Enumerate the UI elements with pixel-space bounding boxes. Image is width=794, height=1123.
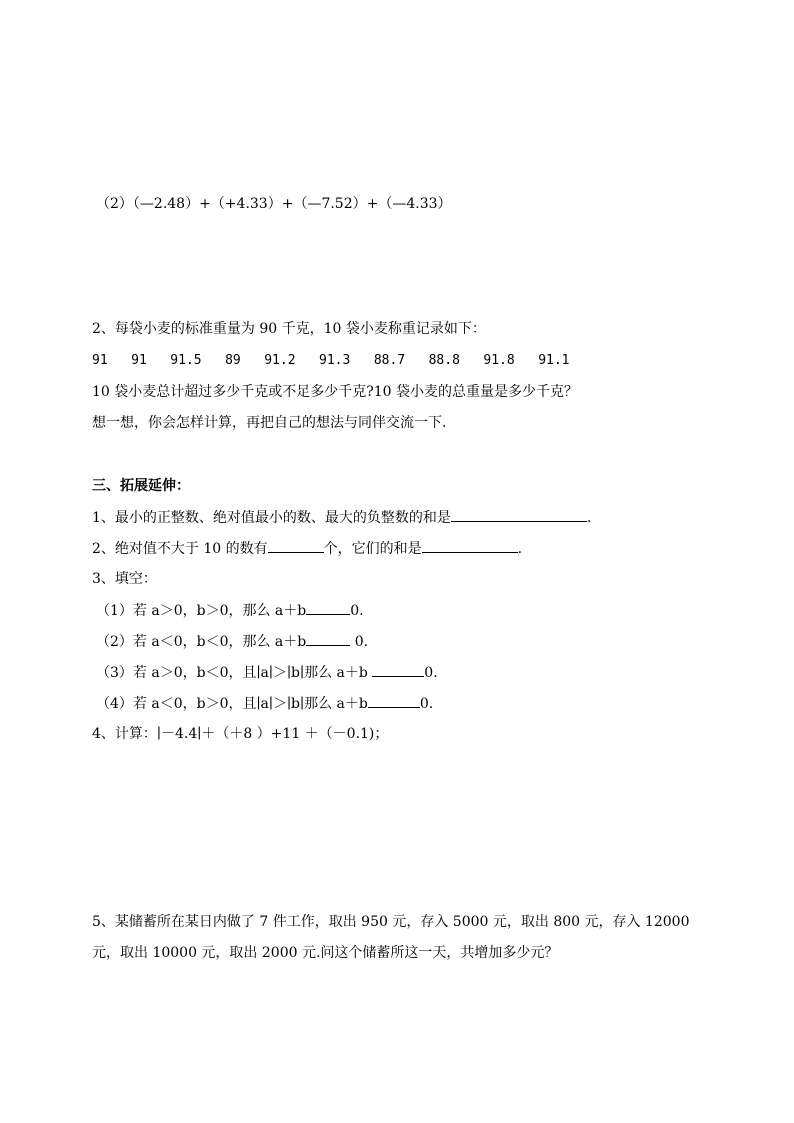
answer-blank[interactable] bbox=[306, 600, 350, 615]
question-5-line-2: 元，取出 10000 元，取出 2000 元.问这个储蓄所这一天，共增加多少元？ bbox=[92, 945, 559, 961]
item-text: （1）若 a＞0，b＞0，那么 a＋b bbox=[96, 603, 307, 619]
question-3-item-2 bbox=[96, 631, 368, 652]
question-3-item-1 bbox=[96, 600, 364, 621]
question-3-title: 3、填空： bbox=[92, 571, 157, 587]
item-text: （3）若 a＞0，b＜0，且∣a∣＞∣b∣那么 a＋b bbox=[96, 665, 373, 681]
weight-value: 91.1 bbox=[538, 353, 570, 368]
weights-list bbox=[92, 351, 570, 371]
section-3-title: 三、拓展延伸： bbox=[92, 478, 190, 494]
answer-blank[interactable] bbox=[451, 507, 587, 522]
question-1-text: 1、最小的正整数、绝对值最小的数、最大的负整数的和是 bbox=[92, 510, 451, 526]
question-5-line-1: 5、某储蓄所在某日内做了 7 件工作，取出 950 元，存入 5000 元，取出 800 元，存入 12000 bbox=[92, 914, 690, 930]
problem-2-question: 10 袋小麦总计超过多少千克或不足多少千克?10 袋小麦的总重量是多少千克？ bbox=[92, 384, 579, 400]
question-1-end: . bbox=[586, 510, 592, 526]
expression-2: （2）（—2.48）+（+4.33）+（—7.52）+（—4.33） bbox=[96, 196, 452, 212]
weight-value: 88.7 bbox=[373, 353, 406, 368]
answer-blank[interactable] bbox=[372, 662, 424, 677]
item-end: 0. bbox=[350, 634, 369, 650]
question-2-text-a: 2、绝对值不大于 10 的数有 bbox=[92, 541, 268, 557]
item-end: 0. bbox=[350, 603, 364, 619]
problem-2-think: 想一想，你会怎样计算，再把自己的想法与同伴交流一下. bbox=[92, 415, 447, 431]
item-end: 0. bbox=[424, 665, 438, 681]
question-1 bbox=[92, 507, 591, 528]
weight-value: 91 bbox=[131, 353, 147, 368]
answer-blank[interactable] bbox=[306, 631, 350, 646]
question-2-end: . bbox=[517, 541, 523, 557]
weight-value: 91.5 bbox=[170, 353, 202, 368]
weight-value: 91.8 bbox=[483, 353, 515, 368]
answer-blank[interactable] bbox=[368, 693, 420, 708]
question-2 bbox=[92, 538, 522, 559]
weight-value: 89 bbox=[225, 353, 241, 368]
question-4: 4、计算：∣－4.4∣＋（＋8 ）+11 ＋（－0.1)； bbox=[92, 726, 389, 742]
answer-blank[interactable] bbox=[422, 538, 518, 553]
weight-value: 91 bbox=[92, 353, 108, 368]
weight-value: 91.3 bbox=[319, 353, 351, 368]
question-3-item-4 bbox=[96, 693, 433, 714]
problem-2-intro: 2、每袋小麦的标准重量为 90 千克，10 袋小麦称重记录如下： bbox=[92, 321, 486, 337]
item-end: 0. bbox=[419, 696, 434, 712]
item-text: （2）若 a＜0，b＜0，那么 a＋b bbox=[96, 634, 307, 650]
question-2-text-b: 个，它们的和是 bbox=[323, 541, 422, 557]
item-text: （4）若 a＜0，b＞0，且∣a∣＞∣b∣那么 a＋b bbox=[96, 696, 368, 712]
question-3-item-3 bbox=[96, 662, 438, 683]
weight-value: 88.8 bbox=[428, 353, 460, 368]
answer-blank[interactable] bbox=[268, 538, 324, 553]
weight-value: 91.2 bbox=[264, 353, 296, 368]
